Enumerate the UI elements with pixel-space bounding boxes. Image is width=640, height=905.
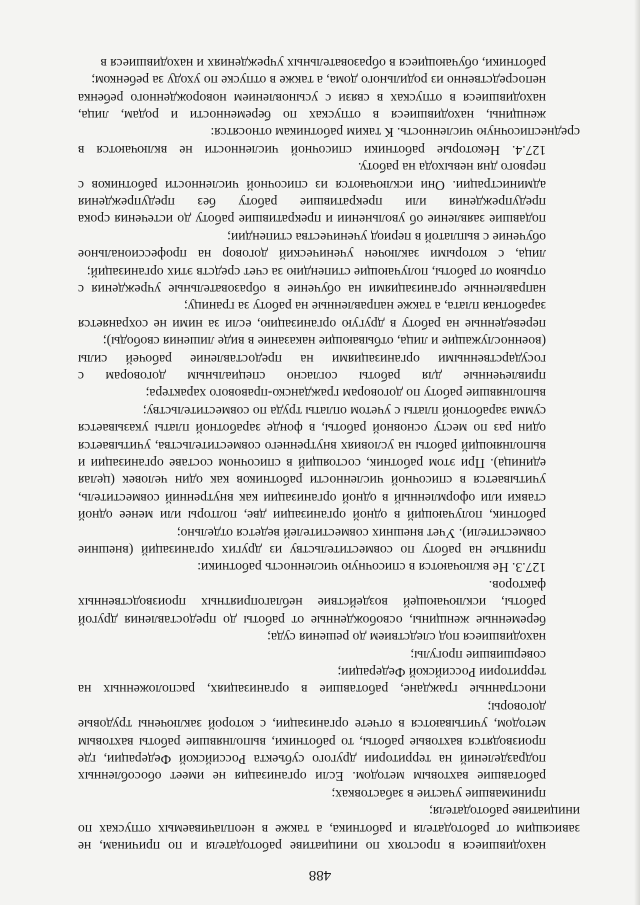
list-item: подавшие заявление об увольнении и прекратившие работу до истечения срока предупреждения или прекратившие работу без предупреждения администрации. Они исключаются из списочной численности работников с первого дня невыхода на работу. (78, 160, 546, 228)
list-item: переведенные на работу в другую организацию, если за ними не сохраняется заработная плата, а также направленные на работу за границу; (78, 299, 546, 332)
list-item: женщины, находившиеся в отпусках по беременности и родам, лица, находившиеся в отпусках в связи с усыновлением новорожденного ребенка непосредственно из родильного дома, а также в отпуске по уходу за ребенком; (78, 73, 546, 123)
list-item: выполнявшие работу по договорам гражданско-правового характера; (145, 386, 546, 402)
list-item: работники, обучающиеся в образовательных учреждениях и находившиеся в (100, 55, 546, 71)
list-item: работавшие вахтовым методом. Если организация не имеет обособленных подразделений на территории другого субъекта Российской Федерации, где производятся вахтовые работы, то работники, выполнявшие работы вахтовым методом, учитываются в отчете организации, с которой заключены трудовые договоры; (78, 699, 546, 785)
paragraph: находившиеся в простоях по инициативе работодателя и по причинам, не зависящим от работодателя и работника, а также в неоплачиваемых отпусках по инициативе работодателя; (78, 804, 580, 854)
list-item: работник, получающий в одной организации две, полторы или менее одной ставки или оформленный в одной организации как внутренний совместитель, учитывается в списочной численности работников как один человек (целая единица). При этом работник, состоящий в списочном составе организации и выполняющий работы на условиях внутреннего совместительства, учитывается один раз по месту основной работы, в фонде заработной платы указывается сумма заработной платы с учетом оплаты труда по совместительству; (78, 403, 546, 524)
list-item: привлеченные для работы согласно специальным договорам с государственными организациями на предоставление рабочей силы (военнослужащие и лица, отбывающие наказание в виде лишения свободы); (78, 334, 546, 385)
list-item: иностранные граждане, работавшие в организациях, расположенных на территории Российской Федерации; (78, 664, 546, 698)
list-item: совершившие прогулы; (410, 647, 546, 663)
list-item: лица, с которыми заключен ученический договор на профессиональное обучение с выплатой в период ученичества стипендии; (78, 229, 546, 263)
list-item: находившиеся под следствием до решения суда; (267, 630, 546, 646)
scan-edge-shadow (634, 0, 640, 905)
page-number: 488 (308, 867, 332, 883)
paragraph: 127.4. Некоторые работники списочной численности не включаются в среднесписочную численность. К таким работникам относятся: (78, 125, 580, 158)
list-item: принятые на работу по совместительству из других организаций (внешние совместители). Учет внешних совместителей ведется отдельно; (78, 525, 546, 559)
list-item: беременные женщины, освобожденные от работы до предоставления другой работы, исключающей воздействие неблагоприятных производственных факторов. (78, 577, 546, 628)
list-item: принимавшие участие в забастовках; (331, 786, 546, 802)
paragraph: 127.3. Не включаются в списочную численность работники: (197, 560, 546, 576)
list-item: направленные организациями на обучение в образовательные учреждения с отрывом от работы, получающие стипендию за счет средств этих организаций; (78, 264, 546, 297)
document-body (78, 54, 580, 855)
